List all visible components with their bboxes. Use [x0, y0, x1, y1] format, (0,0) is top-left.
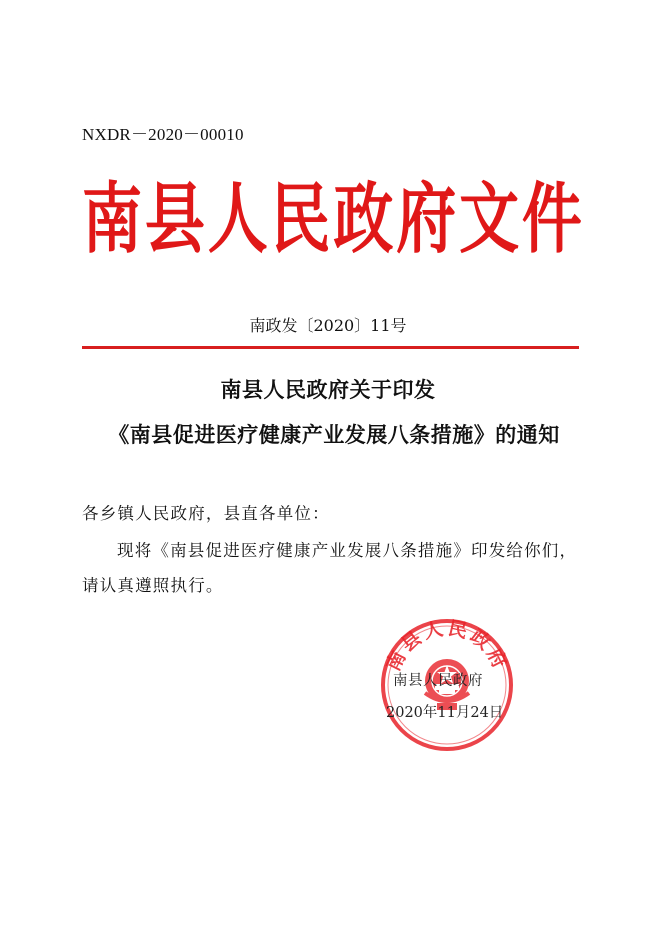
masthead-char: 县 — [144, 175, 205, 265]
masthead-char: 政 — [333, 175, 394, 265]
red-divider-rule — [82, 346, 579, 349]
masthead-title — [82, 175, 582, 265]
body-paragraph-line-2: 请认真遵照执行。 — [82, 576, 224, 595]
masthead-char: 文 — [459, 175, 520, 265]
masthead-char: 人 — [207, 175, 268, 265]
masthead-char: 府 — [396, 175, 457, 265]
document-number: NXDR－2020－00010 — [82, 125, 244, 144]
issue-number: 南政发〔2020〕11号 — [249, 316, 407, 335]
masthead-char: 民 — [270, 175, 331, 265]
masthead-char: 南 — [82, 175, 142, 265]
masthead-char: 件 — [521, 175, 582, 265]
salutation: 各乡镇人民政府，县直各单位： — [82, 504, 330, 523]
signing-date: 2020年11月24日 — [386, 705, 504, 721]
body-paragraph-line-1: 现将《南县促进医疗健康产业发展八条措施》印发给你们， — [117, 541, 578, 560]
notice-title-line-1: 南县人民政府关于印发 — [220, 377, 436, 402]
signing-organization: 南县人民政府 — [393, 673, 483, 689]
seal-arc-text: 南县人民政府 — [382, 617, 512, 675]
notice-title-line-2: 《南县促进医疗健康产业发展八条措施》的通知 — [108, 422, 560, 447]
